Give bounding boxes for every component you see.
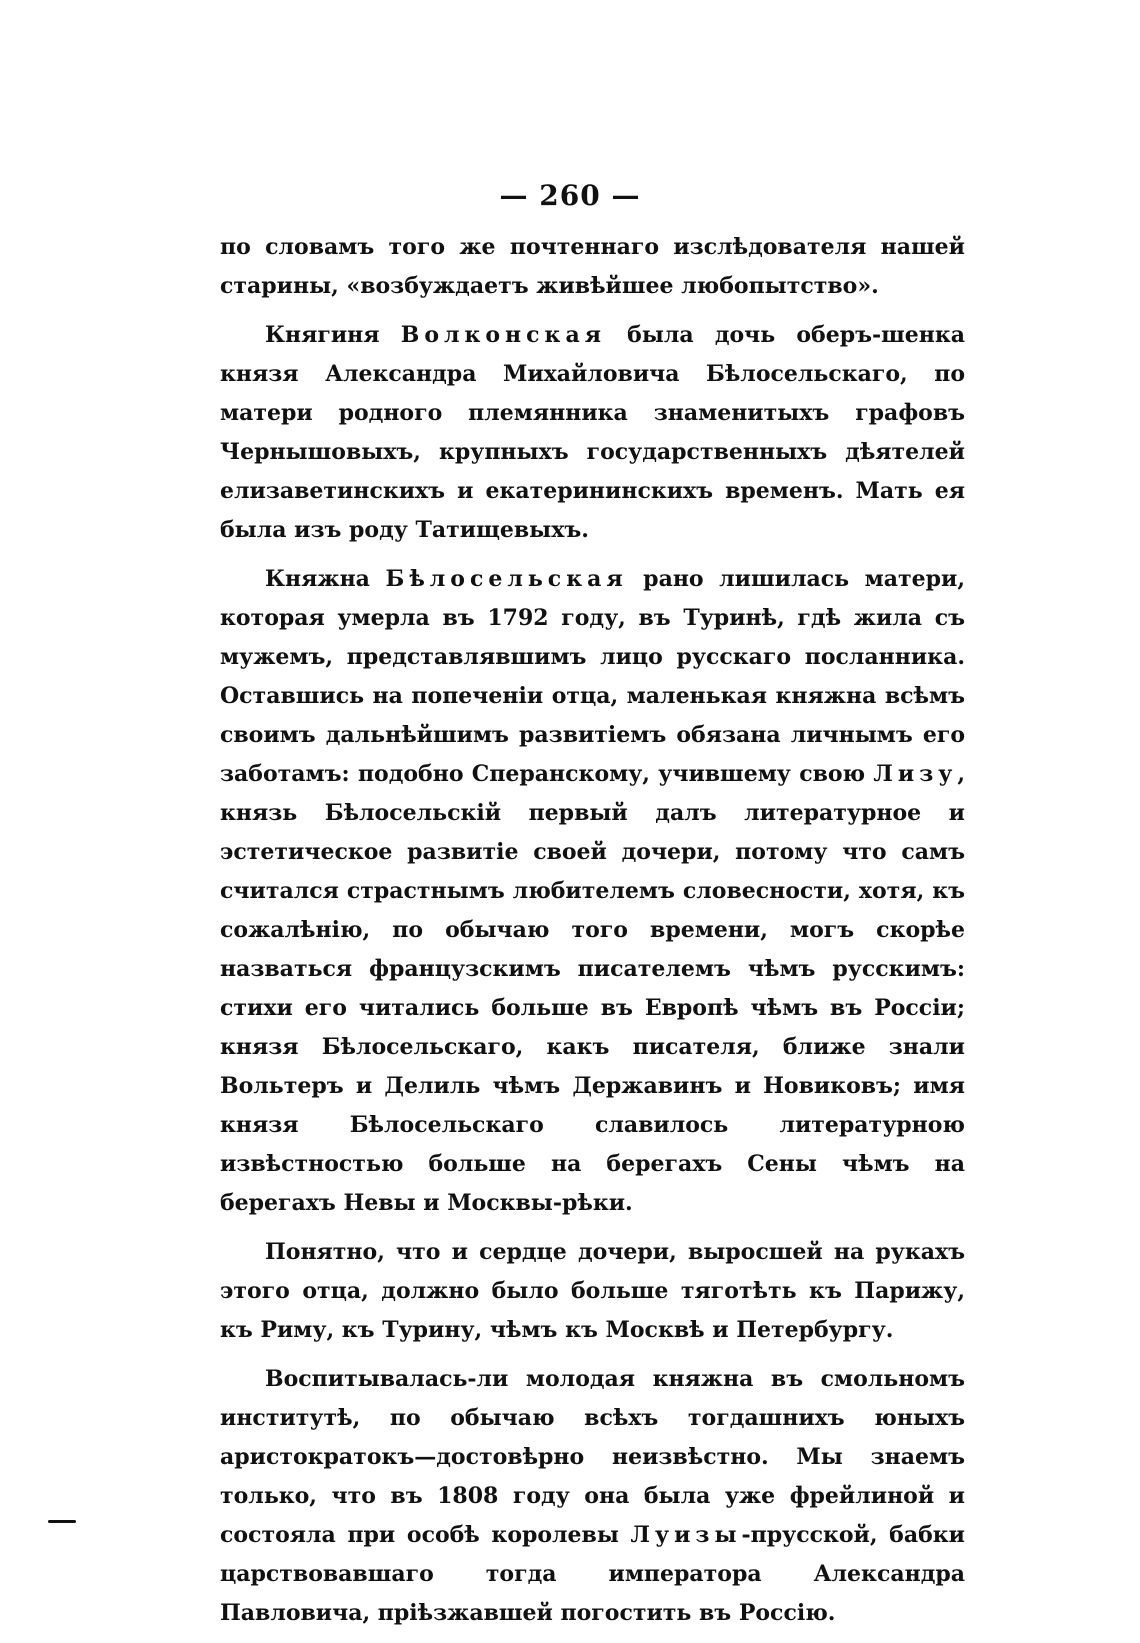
text-run: была дочь оберъ-шенка князя Александра Михайловича Бѣлосельскаго, по матери родного племянника знаменитыхъ графовъ Чернышовыхъ, крупныхъ государственныхъ дѣятелей елизаветинскихъ и екатерининскихъ временъ. Мать ея была изъ роду Татищевыхъ.: [220, 322, 966, 543]
text-run: , князь Бѣлосельскій первый далъ литературное и эстетическое развитіе своей дочери, потому что самъ считался страстнымъ любителемъ словесности, хотя, къ сожалѣнію, по обычаю того времени, могъ скорѣе назваться французскимъ писателемъ чѣмъ русскимъ: стихи его читались больше въ Европѣ чѣмъ въ Россіи; князя Бѣлосельскаго, какъ писателя, ближе знали Вольтеръ и Делиль чѣмъ Державинъ и Новиковъ; имя князя Бѣлосельскаго славилось литературною извѣстностью больше на берегахъ Сены чѣмъ на берегахъ Невы и Москвы-рѣки.: [220, 761, 965, 1216]
paragraph: [220, 1233, 965, 1350]
spaced-name: Луизы: [630, 1522, 742, 1548]
text-run: Понятно, что и сердце дочери, выросшей на рукахъ этого отца, должно было больше тяготѣть къ Парижу, къ Риму, къ Турину, чѣмъ къ Москвѣ и Петербургу.: [220, 1239, 965, 1343]
text-run: Воспитывалась-ли молодая княжна въ смольномъ институтѣ, по обычаю всѣхъ тогдашнихъ юныхъ аристократокъ—достовѣрно неизвѣстно. Мы знаемъ только, что въ 1808 году она была уже фрейлиной и состояла при особѣ королевы: [220, 1366, 965, 1548]
text-run: -прусской, бабки царствовавшаго тогда императора Александра Павловича, пріѣзжавшей погостить въ Россію.: [220, 1522, 965, 1626]
spaced-name: Волконская: [400, 322, 606, 348]
spaced-name: Лизу: [873, 761, 958, 787]
paragraph: [220, 560, 965, 1223]
text-run: Княгиня: [265, 322, 401, 348]
spaced-name: Бѣлосельская: [385, 566, 628, 592]
body-text: [220, 228, 965, 1643]
scan-edge-mark: [48, 1520, 76, 1523]
text-run: рано лишилась матери, которая умерла въ 1792 году, въ Туринѣ, гдѣ жила съ мужемъ, представлявшимъ лицо русскаго посланника. Оставшись на попеченіи отца, маленькая княжна всѣмъ своимъ дальнѣйшимъ развитіемъ обязана личнымъ его заботамъ: подобно Сперанскому, учившему свою: [220, 566, 965, 787]
paragraph: [220, 1360, 965, 1633]
paragraph: [220, 228, 965, 306]
page-number: — 260 —: [499, 179, 641, 212]
text-run: Княжна: [265, 566, 386, 592]
paragraph: [220, 316, 965, 550]
text-run: по словамъ того же почтеннаго изслѣдователя нашей старины, «возбуждаетъ живѣйшее любопытство».: [220, 234, 965, 299]
